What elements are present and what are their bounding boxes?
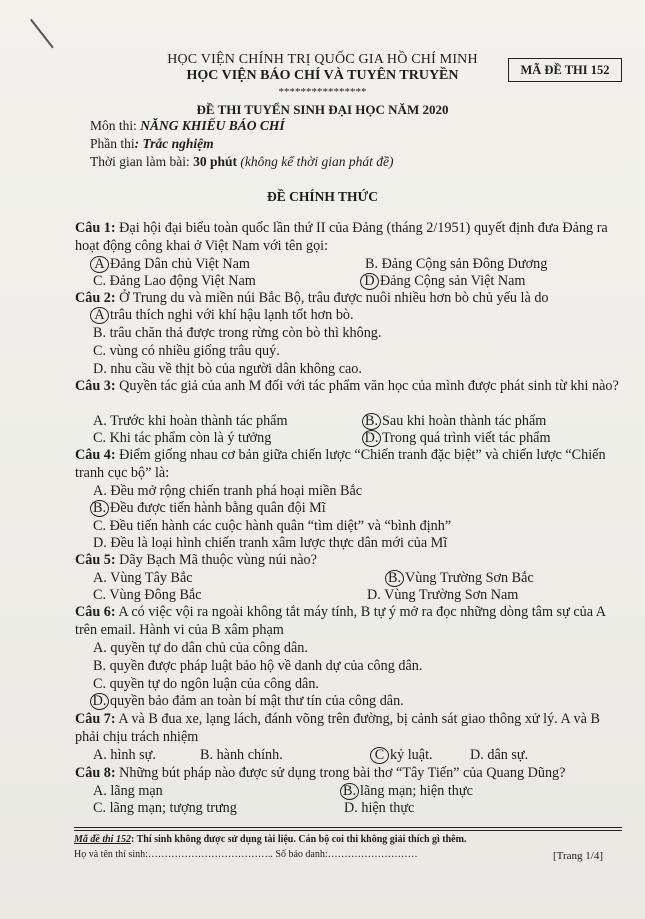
q7-option-b: B. hành chính. xyxy=(200,747,283,763)
footer-code: Mã đề thi 152 xyxy=(74,834,131,845)
q8-option-d: D. hiện thực xyxy=(344,800,415,816)
q1-option-a: A Đảng Dân chủ Việt Nam xyxy=(90,256,250,273)
q3-option-b: B. Sau khi hoàn thành tác phẩm xyxy=(362,413,546,430)
q6-option-d: D. quyền bảo đảm an toàn bí mật thư tín của công dân. xyxy=(90,693,404,710)
answer-circle: B. xyxy=(340,783,359,800)
q5-option-c: C. Vùng Đông Bắc xyxy=(93,587,202,603)
question-text: Ở Trung du và miền núi Bắc Bộ, trâu được nuôi nhiều hơn bò chủ yếu là do xyxy=(115,290,549,306)
question-text: Đại hội đại biểu toàn quốc lần thứ II của Đảng (tháng 2/1951) quyết định đưa Đảng ra hoạt động công khai ở Việt Nam với tên gọi: xyxy=(75,220,608,254)
footer-rule xyxy=(74,827,622,828)
answer-circle: B. xyxy=(385,570,404,587)
q3-option-c: C. Khi tác phẩm còn là ý tưởng xyxy=(93,430,272,446)
question-7 xyxy=(75,711,620,746)
q5-option-b: B. Vùng Trường Sơn Bắc xyxy=(385,570,534,587)
question-label: Câu 8: xyxy=(75,765,116,781)
q3-option-a: A. Trước khi hoàn thành tác phẩm xyxy=(93,413,288,429)
answer-circle: D. xyxy=(362,430,381,447)
academy-name: HỌC VIỆN BÁO CHÍ VÀ TUYÊN TRUYỀN xyxy=(186,68,459,83)
time-value: 30 phút xyxy=(193,154,238,169)
time-note: (không kể thời gian phát đề) xyxy=(237,154,394,169)
q1-option-d: D Đảng Cộng sản Việt Nam xyxy=(360,273,525,290)
question-2 xyxy=(75,290,620,308)
q4-option-d: D. Đều là loại hình chiến tranh xâm lược thực dân mới của Mĩ xyxy=(93,535,448,551)
q2-option-b: B. trâu chăn thả được trong rừng còn bò thì không. xyxy=(93,325,382,341)
question-3 xyxy=(75,378,620,396)
question-text: Dãy Bạch Mã thuộc vùng núi nào? xyxy=(115,552,317,568)
answer-circle: B. xyxy=(362,413,381,430)
question-5 xyxy=(75,552,620,570)
time-label: Thời gian làm bài: xyxy=(90,154,194,169)
subject-line xyxy=(90,118,285,134)
q5-option-a: A. Vùng Tây Bắc xyxy=(93,570,193,586)
q8-option-a: A. lãng mạn xyxy=(93,783,163,799)
question-text: A và B đua xe, lạng lách, đánh võng trên đường, bị cảnh sát giao thông xử lý. A và B phải chịu trách nhiệm xyxy=(75,711,600,745)
answer-circle: A xyxy=(90,307,109,324)
q1-option-b: B. Đảng Cộng sản Đông Dương xyxy=(365,256,548,272)
question-text: Điểm giống nhau cơ bản giữa chiến lược “Chiến tranh đặc biệt” và chiến lược “Chiến tranh cục bộ” là: xyxy=(75,447,606,481)
exam-title: ĐỀ THI TUYỂN SINH ĐẠI HỌC NĂM 2020 xyxy=(196,102,449,117)
question-text: A có việc vội ra ngoài không tắt máy tính, B tự ý mở ra đọc những dòng tâm sự của A trên email. Hành vi của B xâm phạm xyxy=(75,604,606,638)
time-line xyxy=(90,154,393,170)
q1-option-c: C. Đảng Lao động Việt Nam xyxy=(93,273,256,289)
pen-mark xyxy=(30,19,54,49)
candidate-info-line: Họ và tên thí sinh:……………………………….. Số báo danh:……………………… xyxy=(74,849,418,860)
subject-value: NĂNG KHIẾU BÁO CHÍ xyxy=(140,118,285,133)
q5-option-d: D. Vùng Trường Sơn Nam xyxy=(367,587,519,603)
q4-option-b: B. Đều được tiến hành bằng quân đội Mĩ xyxy=(90,500,326,517)
q2-option-a: A trâu thích nghi với khí hậu lạnh tốt hơn bò. xyxy=(90,307,354,324)
q7-option-d: D. dân sự. xyxy=(470,747,529,763)
question-8 xyxy=(75,765,620,783)
answer-circle: C xyxy=(370,747,389,764)
answer-circle: A xyxy=(90,256,109,273)
header-stars: **************** xyxy=(278,86,367,98)
question-label: Câu 6: xyxy=(75,604,116,620)
question-text: Quyền tác giả của anh M đối với tác phẩm văn học của mình được phát sinh từ khi nào? xyxy=(115,378,619,394)
question-label: Câu 5: xyxy=(75,552,116,568)
q8-option-b: B. lãng mạn; hiện thực xyxy=(340,783,473,800)
question-label: Câu 3: xyxy=(75,378,116,394)
q7-option-a: A. hình sự. xyxy=(93,747,156,763)
exam-code-box: MÃ ĐỀ THI 152 xyxy=(508,58,622,82)
question-label: Câu 2: xyxy=(75,290,116,306)
q7-option-c: C kỷ luật. xyxy=(370,747,433,764)
page-number: [Trang 1/4] xyxy=(553,850,604,862)
question-text: Những bút pháp nào được sử dụng trong bài thơ “Tây Tiến” của Quang Dũng? xyxy=(115,765,566,781)
question-4 xyxy=(75,447,620,482)
answer-circle: D. xyxy=(90,693,109,710)
q4-option-a: A. Đều mở rộng chiến tranh phá hoại miền Bắc xyxy=(93,483,363,499)
question-label: Câu 4: xyxy=(75,447,116,463)
q6-option-c: C. quyền tự do ngôn luận của công dân. xyxy=(93,676,319,692)
q4-option-c: C. Đều tiến hành các cuộc hành quân “tìm diệt” và “bình định” xyxy=(93,518,452,534)
answer-circle: B. xyxy=(90,500,109,517)
question-6 xyxy=(75,604,620,639)
subject-label: Môn thi: xyxy=(90,118,141,133)
institution-name: HỌC VIỆN CHÍNH TRỊ QUỐC GIA HỒ CHÍ MINH xyxy=(167,52,478,67)
part-value: : Trắc nghiệm xyxy=(134,136,214,151)
footer-note-text: : Thí sinh không được sử dụng tài liệu. Cán bộ coi thi không giải thích gì thêm. xyxy=(130,834,467,845)
q6-option-b: B. quyền được pháp luật bảo hộ về danh dự của công dân. xyxy=(93,658,423,674)
footer-note xyxy=(74,834,466,845)
footer-rule-thin xyxy=(74,830,622,831)
question-label: Câu 7: xyxy=(75,711,116,727)
answer-circle: D xyxy=(360,273,379,290)
official-label: ĐỀ CHÍNH THỨC xyxy=(266,189,378,204)
question-1 xyxy=(75,220,620,255)
q2-option-d: D. nhu cầu về thịt bò của người dân không cao. xyxy=(93,361,362,377)
question-label: Câu 1: xyxy=(75,220,116,236)
q6-option-a: A. quyền tự do dân chủ của công dân. xyxy=(93,640,308,656)
part-label: Phần thi xyxy=(90,136,135,151)
part-line xyxy=(90,136,214,152)
q2-option-c: C. vùng có nhiều giống trâu quý. xyxy=(93,343,280,359)
q3-option-d: D. Trong quá trình viết tác phẩm xyxy=(362,430,551,447)
q8-option-c: C. lãng mạn; tượng trưng xyxy=(93,800,237,816)
